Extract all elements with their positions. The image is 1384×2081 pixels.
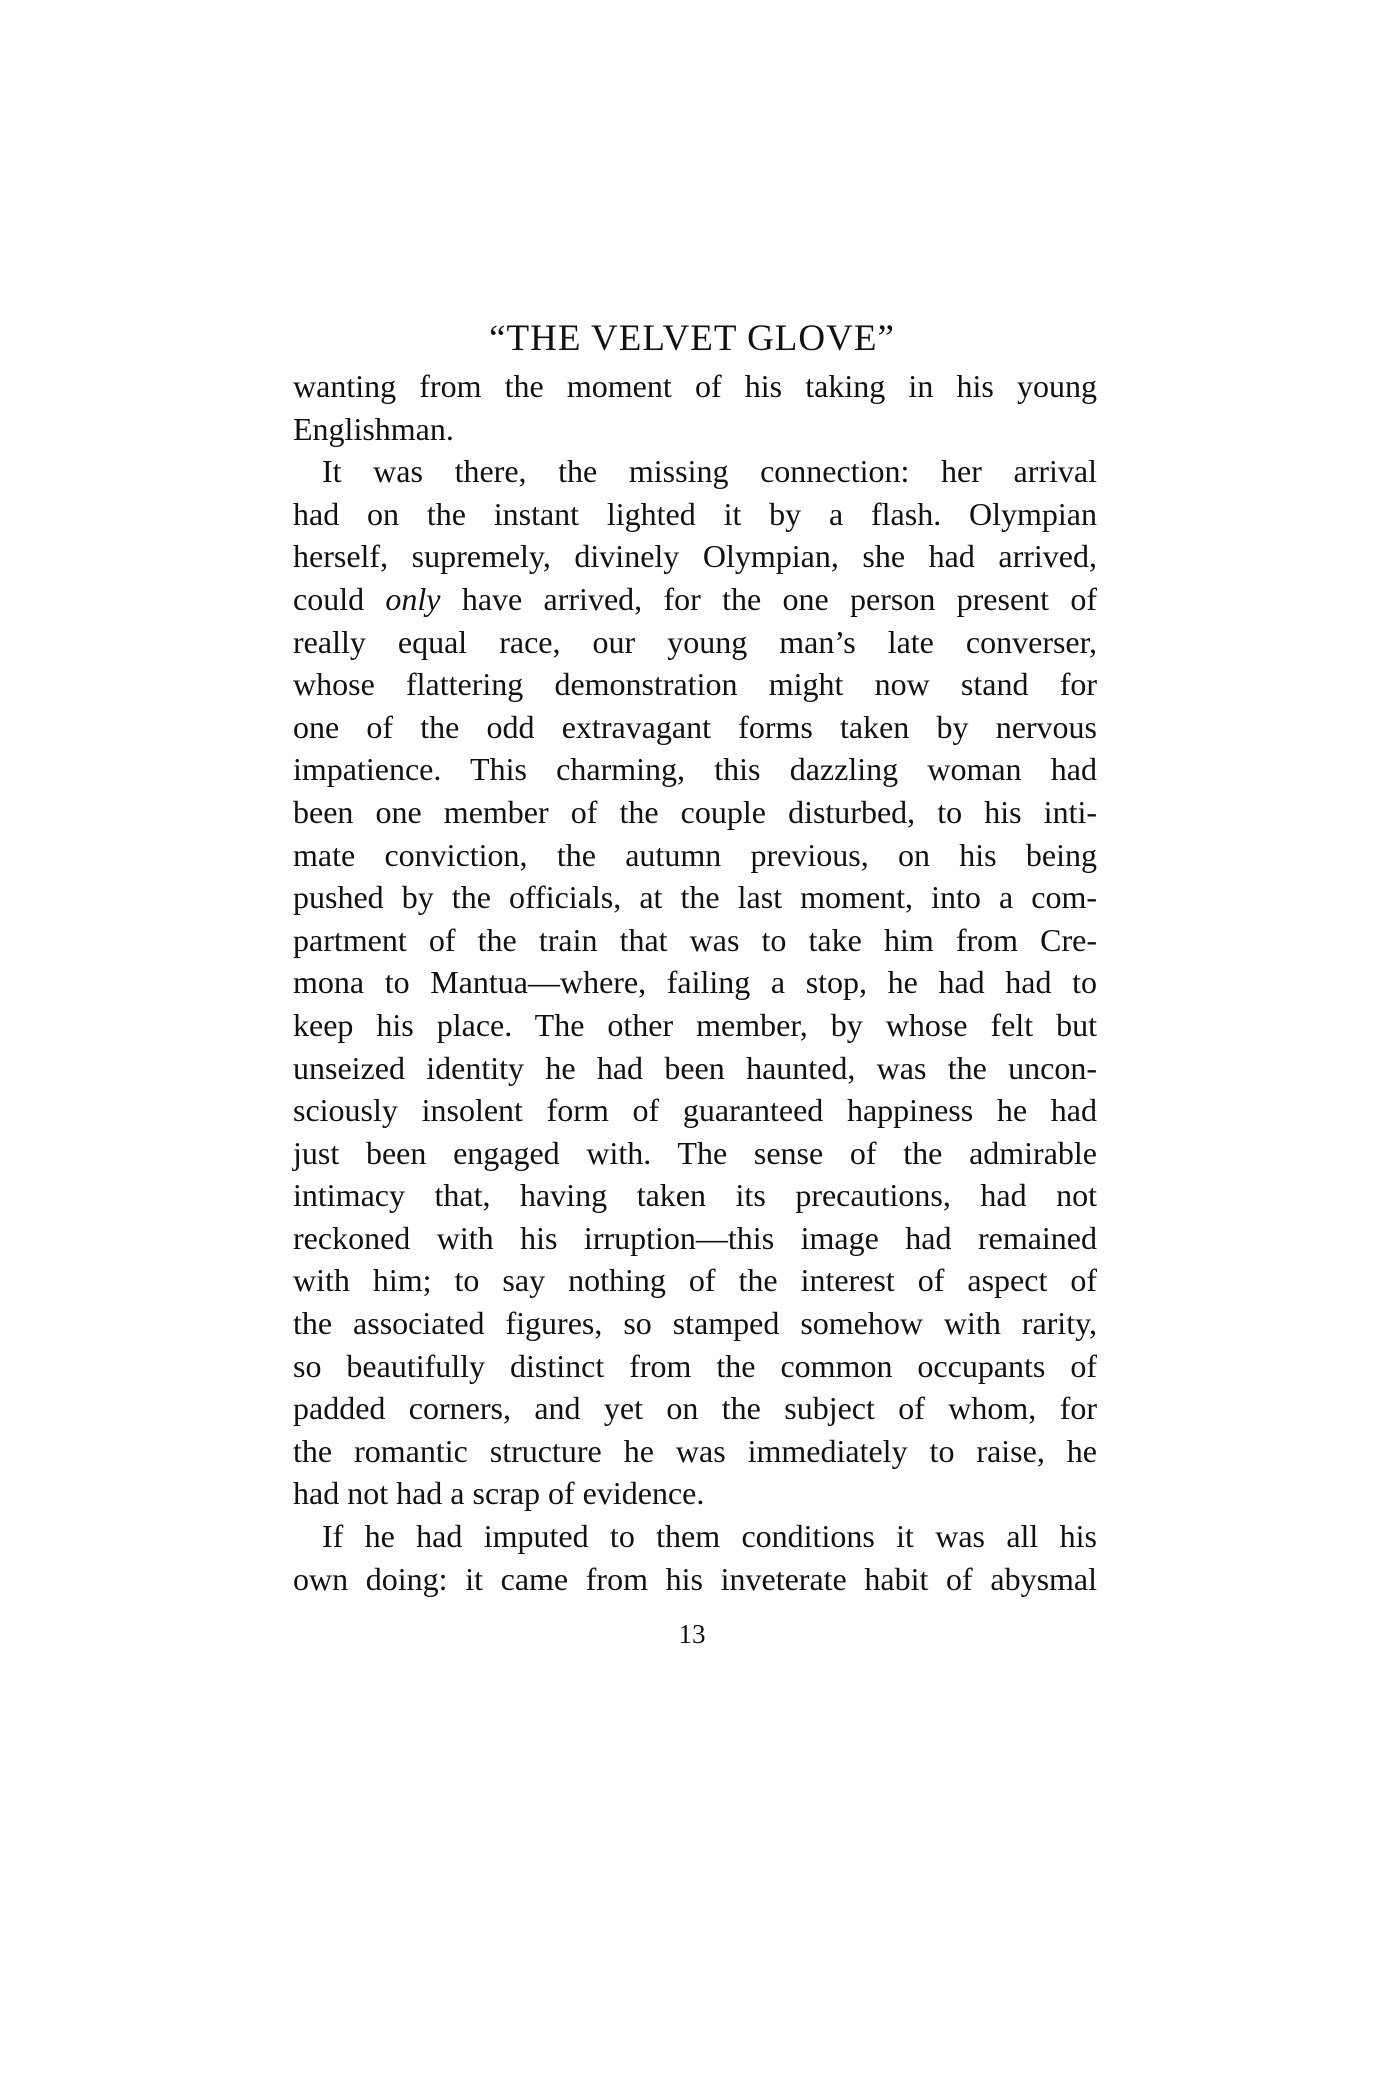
text-line: mate conviction, the autumn previous, on his being <box>293 836 1097 873</box>
text-line: unseized identity he had been haunted, was the uncon- <box>293 1049 1097 1086</box>
text-line: padded corners, and yet on the subject of whom, for <box>293 1390 1097 1427</box>
text-line: so beautifully distinct from the common occupants of <box>293 1347 1097 1384</box>
text-line: pushed by the officials, at the last moment, into a com- <box>293 879 1097 916</box>
text-line: could only have arrived, for the one person present of <box>293 580 1097 617</box>
text-line: wanting from the moment of his taking in his young <box>293 368 1097 404</box>
paragraph <box>293 1515 1097 1600</box>
text-line: mona to Mantua—where, failing a stop, he had had to <box>293 964 1097 1001</box>
paragraph <box>293 365 1097 450</box>
body-text <box>293 365 1097 1600</box>
text-line: the associated figures, so stamped somehow with rarity, <box>293 1305 1097 1342</box>
emphasis: only <box>385 580 441 617</box>
running-head: “THE VELVET GLOVE” <box>489 318 895 359</box>
text-line: own doing: it came from his inveterate habit of abysmal <box>293 1560 1097 1597</box>
text-line: Englishman. <box>293 410 454 447</box>
text-line: one of the odd extravagant forms taken by nervous <box>293 708 1097 745</box>
text-line: intimacy that, having taken its precautions, had not <box>293 1177 1097 1214</box>
text-line: really equal race, our young man’s late converser, <box>293 623 1097 660</box>
text-line: impatience. This charming, this dazzling woman had <box>293 751 1097 788</box>
text-line: just been engaged with. The sense of the admirable <box>293 1134 1097 1171</box>
page-number: 13 <box>678 1619 706 1649</box>
text-line: the romantic structure he was immediately to raise, he <box>293 1432 1097 1469</box>
text-line: had not had a scrap of evidence. <box>293 1475 705 1512</box>
text-line: had on the instant lighted it by a flash. Olympian <box>293 495 1097 532</box>
text-line: whose flattering demonstration might now stand for <box>293 666 1097 703</box>
text-line: If he had imputed to them conditions it was all his <box>322 1518 1097 1555</box>
text-line: sciously insolent form of guaranteed happiness he had <box>293 1092 1097 1129</box>
text-line: with him; to say nothing of the interest of aspect of <box>293 1262 1097 1299</box>
text-line: been one member of the couple disturbed, to his inti- <box>293 793 1097 830</box>
paragraph <box>293 450 1097 1515</box>
text-line: herself, supremely, divinely Olympian, she had arrived, <box>293 538 1097 575</box>
text-line: It was there, the missing connection: her arrival <box>322 453 1097 490</box>
text-line: keep his place. The other member, by whose felt but <box>293 1006 1097 1043</box>
text-line: reckoned with his irruption—this image had remained <box>293 1219 1097 1256</box>
text-line: partment of the train that was to take him from Cre- <box>293 921 1097 958</box>
